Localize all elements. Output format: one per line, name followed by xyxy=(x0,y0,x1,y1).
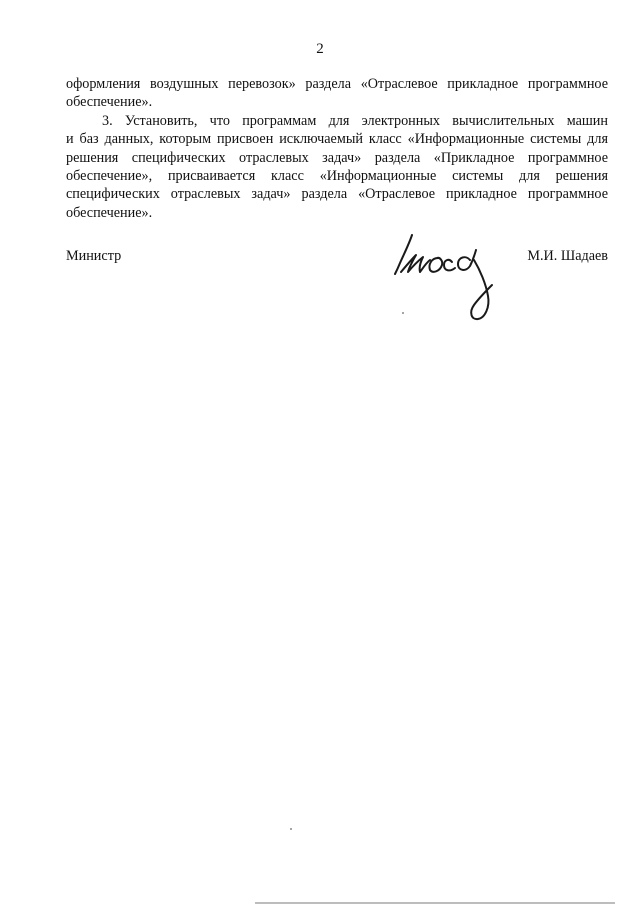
scan-speck xyxy=(402,312,404,314)
text-line: решения специфических отраслевых задач» раздела «Прикладное программное xyxy=(66,149,608,166)
text-line: обеспечение», присваивается класс «Информационные системы для решения xyxy=(66,168,608,185)
text-line: обеспечение». xyxy=(66,204,153,221)
scan-edge xyxy=(255,902,615,904)
document-body xyxy=(66,75,608,222)
text-line: и баз данных, которым присвоен исключаемый класс «Информационные системы для xyxy=(66,131,608,148)
page-number: 2 xyxy=(316,41,324,57)
text-line: обеспечение». xyxy=(66,94,153,111)
handwritten-signature xyxy=(392,230,512,330)
signer-name: М.И. Шадаев xyxy=(527,248,608,264)
signature-block xyxy=(66,248,608,328)
signer-title: Министр xyxy=(66,248,122,264)
text-line: 3. Установить, что программам для электронных вычислительных машин xyxy=(102,112,608,129)
paragraph-item-3 xyxy=(66,112,608,222)
paragraph-continuation xyxy=(66,75,608,112)
text-line: специфических отраслевых задач» раздела «Отраслевое прикладное программное xyxy=(66,186,608,203)
text-line: оформления воздушных перевозок» раздела «Отраслевое прикладное программное xyxy=(66,76,608,92)
scan-speck xyxy=(290,828,292,830)
